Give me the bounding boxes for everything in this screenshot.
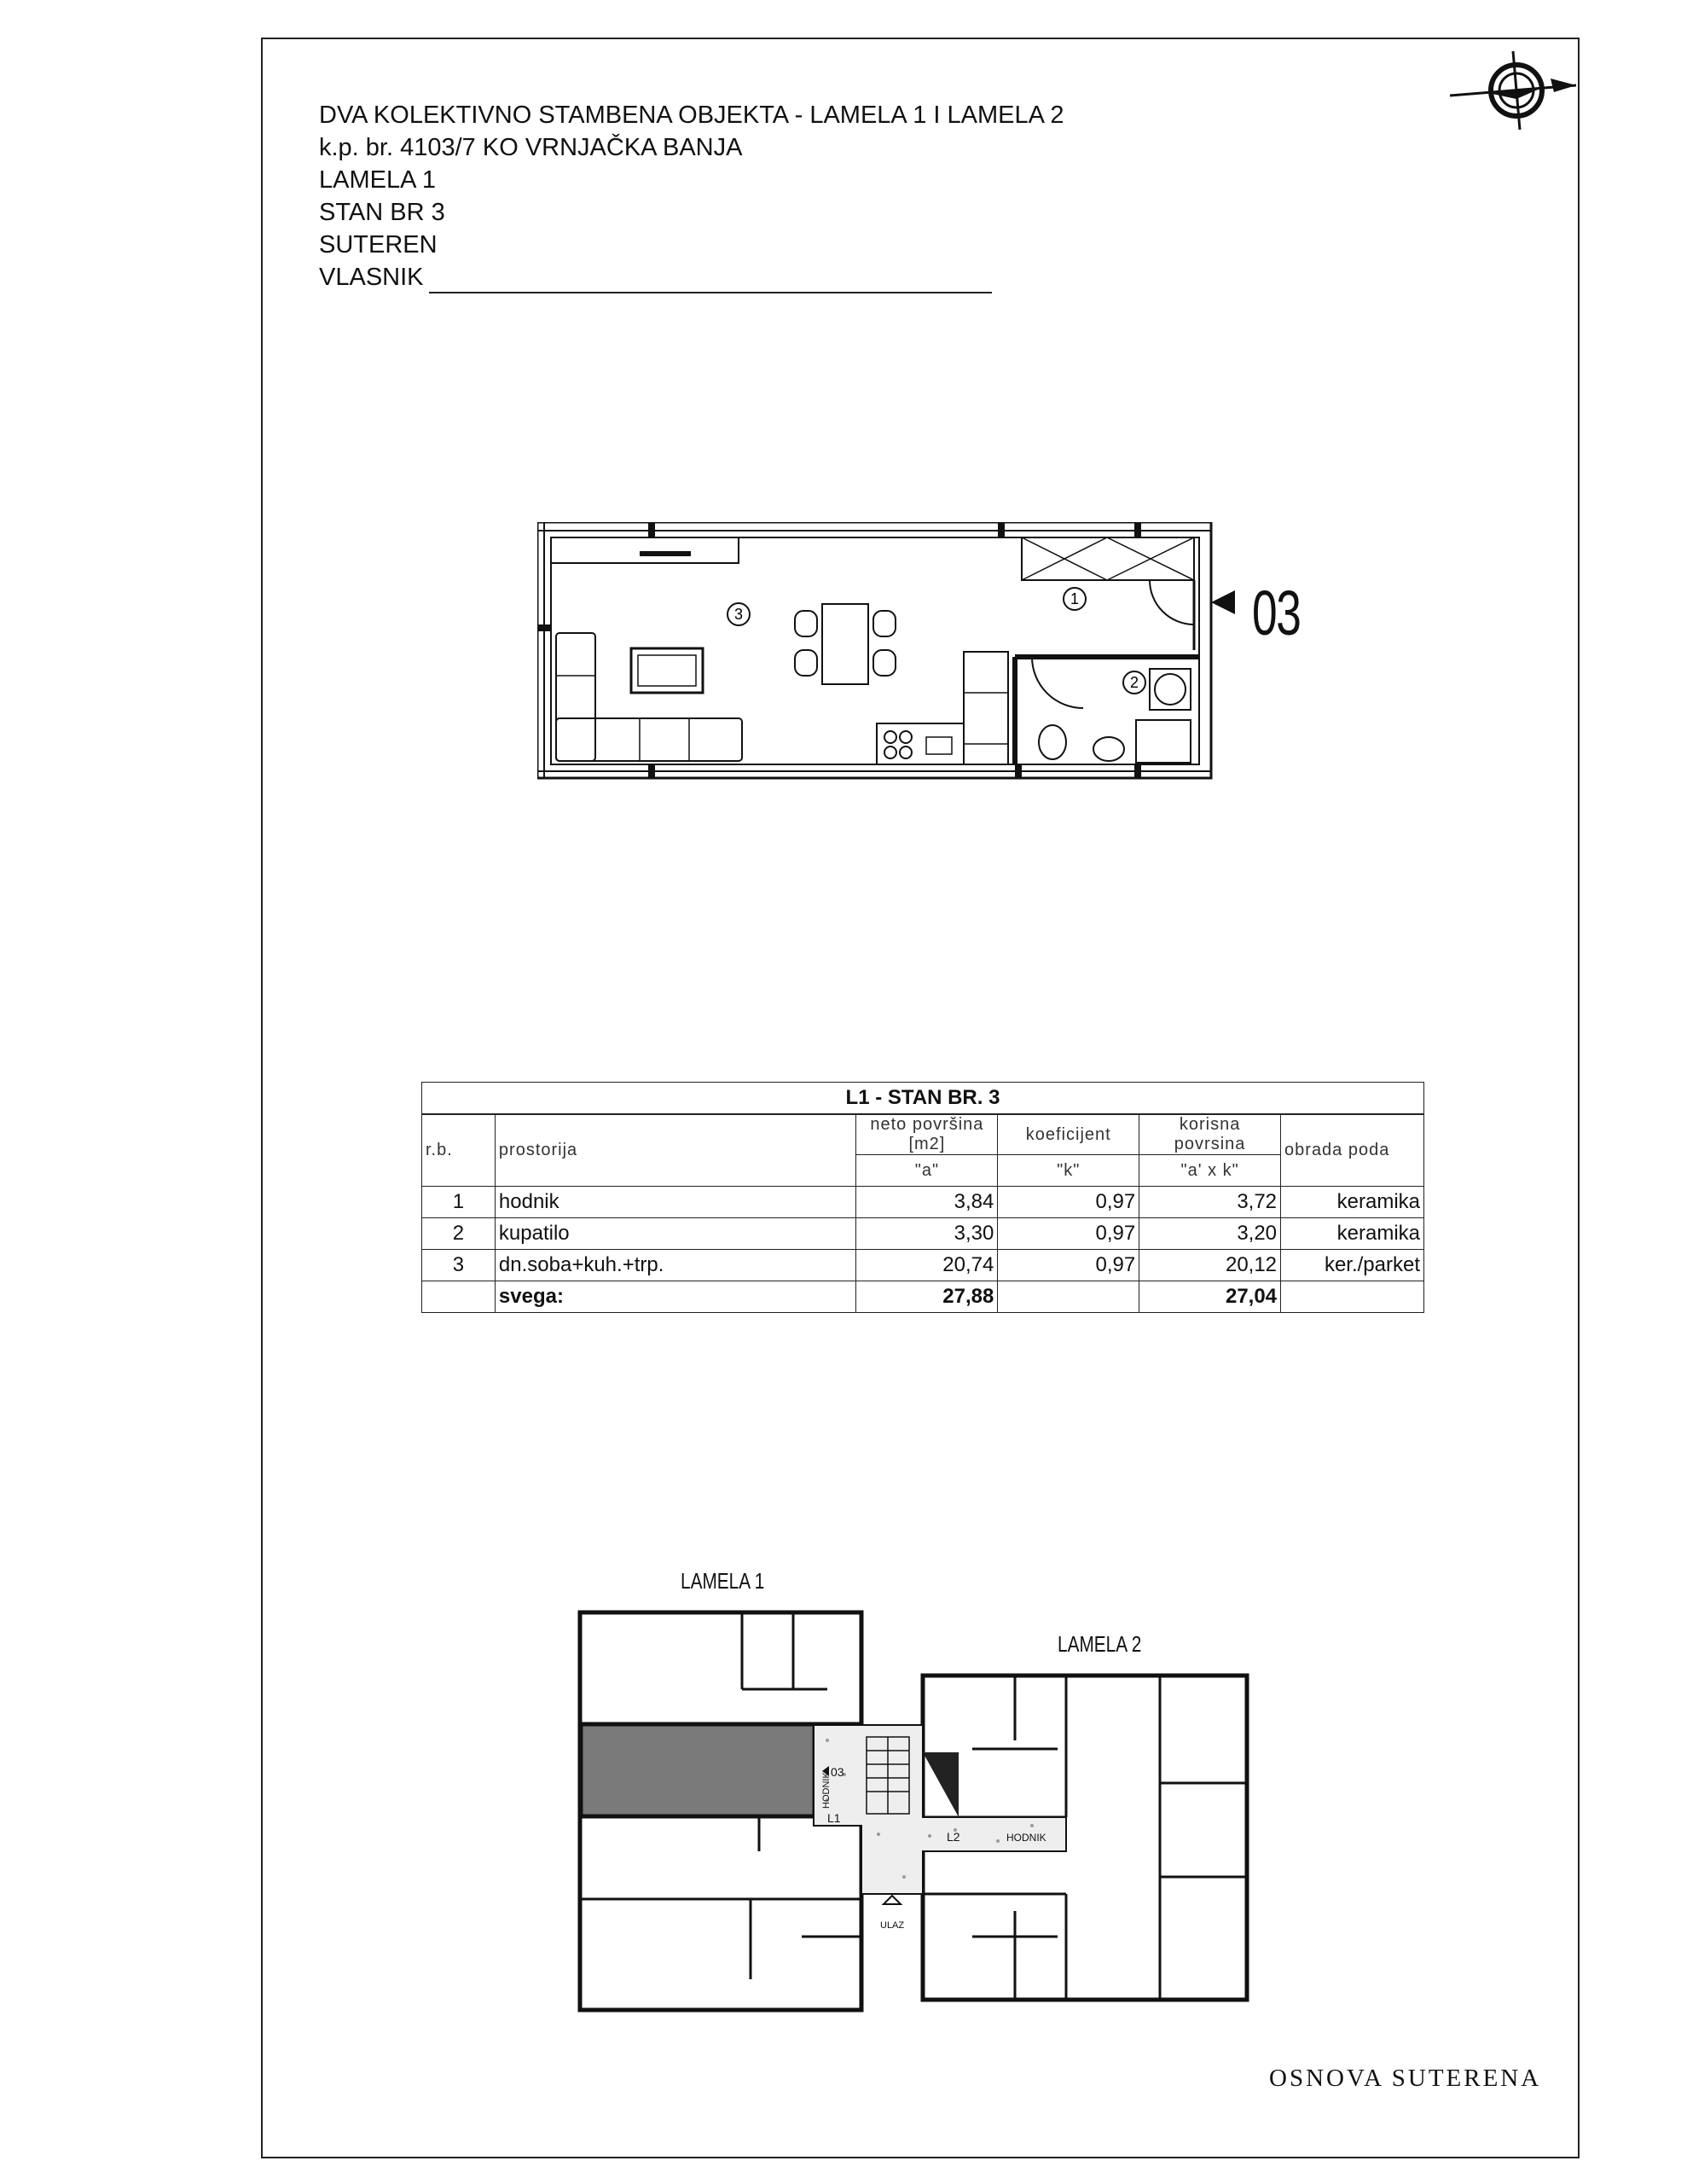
lamela-2-label: LAMELA 2 [1058, 1631, 1142, 1657]
project-title: DVA KOLEKTIVNO STAMBENA OBJEKTA - LAMELA 1 I LAMELA 2 [319, 102, 1064, 129]
row-floor: keramika [1281, 1187, 1424, 1218]
keyplan-unit-label: 03 [831, 1765, 844, 1779]
row-rb: 2 [422, 1218, 496, 1250]
total-net: 27,88 [856, 1281, 998, 1313]
header-net-area: neto površina [m2] [856, 1114, 998, 1155]
total-usable: 27,04 [1139, 1281, 1281, 1313]
table-row [422, 1187, 1424, 1218]
owner-signature-line [429, 270, 992, 293]
table-title: L1 - STAN BR. 3 [422, 1083, 1424, 1115]
header-usable-area: korisna povrsina [1139, 1114, 1281, 1155]
table-header-row [422, 1114, 1424, 1155]
table-total-row [422, 1281, 1424, 1313]
header-room: prostorija [495, 1114, 856, 1187]
row-usable: 3,20 [1139, 1218, 1281, 1250]
room-number-2: 2 [1129, 674, 1139, 691]
room-number-1: 1 [1070, 590, 1080, 607]
row-net: 20,74 [856, 1250, 998, 1281]
symbol-a: "a" [856, 1155, 998, 1187]
row-coef: 0,97 [998, 1187, 1139, 1218]
apartment-number: STAN BR 3 [319, 199, 445, 226]
table-title-row [422, 1083, 1424, 1115]
table-row [422, 1250, 1424, 1281]
header-floor-finish: obrada poda [1281, 1114, 1424, 1187]
row-usable: 20,12 [1139, 1250, 1281, 1281]
header-coefficient: koeficijent [998, 1114, 1139, 1155]
parcel-number: k.p. br. 4103/7 KO VRNJAČKA BANJA [319, 134, 743, 161]
row-room: kupatilo [495, 1218, 856, 1250]
keyplan-ulaz: ULAZ [880, 1920, 905, 1931]
row-coef: 0,97 [998, 1250, 1139, 1281]
key-plan [571, 1570, 1271, 2013]
lamela-label: LAMELA 1 [319, 166, 437, 194]
row-net: 3,84 [856, 1187, 998, 1218]
highlighted-apartment [582, 1725, 814, 1815]
floor-level: SUTEREN [319, 231, 438, 258]
north-arrow-icon [1450, 48, 1578, 133]
area-table [421, 1082, 1424, 1313]
row-room: dn.soba+kuh.+trp. [495, 1250, 856, 1281]
keyplan-l2: L2 [947, 1830, 960, 1844]
row-rb: 3 [422, 1250, 496, 1281]
row-rb: 1 [422, 1187, 496, 1218]
row-floor: keramika [1281, 1218, 1424, 1250]
total-label: svega: [495, 1281, 856, 1313]
table-row [422, 1218, 1424, 1250]
entrance-arrow-icon [1211, 590, 1235, 614]
symbol-axk: "a' x k" [1139, 1155, 1281, 1187]
title-block [319, 99, 1064, 293]
keyplan-l1: L1 [827, 1811, 841, 1825]
row-net: 3,30 [856, 1218, 998, 1250]
owner-label: VLASNIK [319, 264, 424, 291]
row-usable: 3,72 [1139, 1187, 1281, 1218]
apartment-unit-label: 03 [1252, 578, 1301, 648]
owner-row [319, 261, 1064, 293]
row-floor: ker./parket [1281, 1250, 1424, 1281]
apartment-floor-plan [537, 522, 1237, 804]
keyplan-hodnik-l1: HODNIK [821, 1772, 832, 1809]
lamela-1-label: LAMELA 1 [681, 1568, 765, 1594]
header-rb: r.b. [422, 1114, 496, 1187]
row-room: hodnik [495, 1187, 856, 1218]
keyplan-hodnik-l2: HODNIK [1006, 1832, 1046, 1844]
room-number-3: 3 [733, 606, 744, 623]
row-coef: 0,97 [998, 1218, 1139, 1250]
symbol-k: "k" [998, 1155, 1139, 1187]
drawing-title: OSNOVA SUTERENA [1269, 2065, 1542, 2092]
entrance-icon [884, 1896, 901, 1904]
